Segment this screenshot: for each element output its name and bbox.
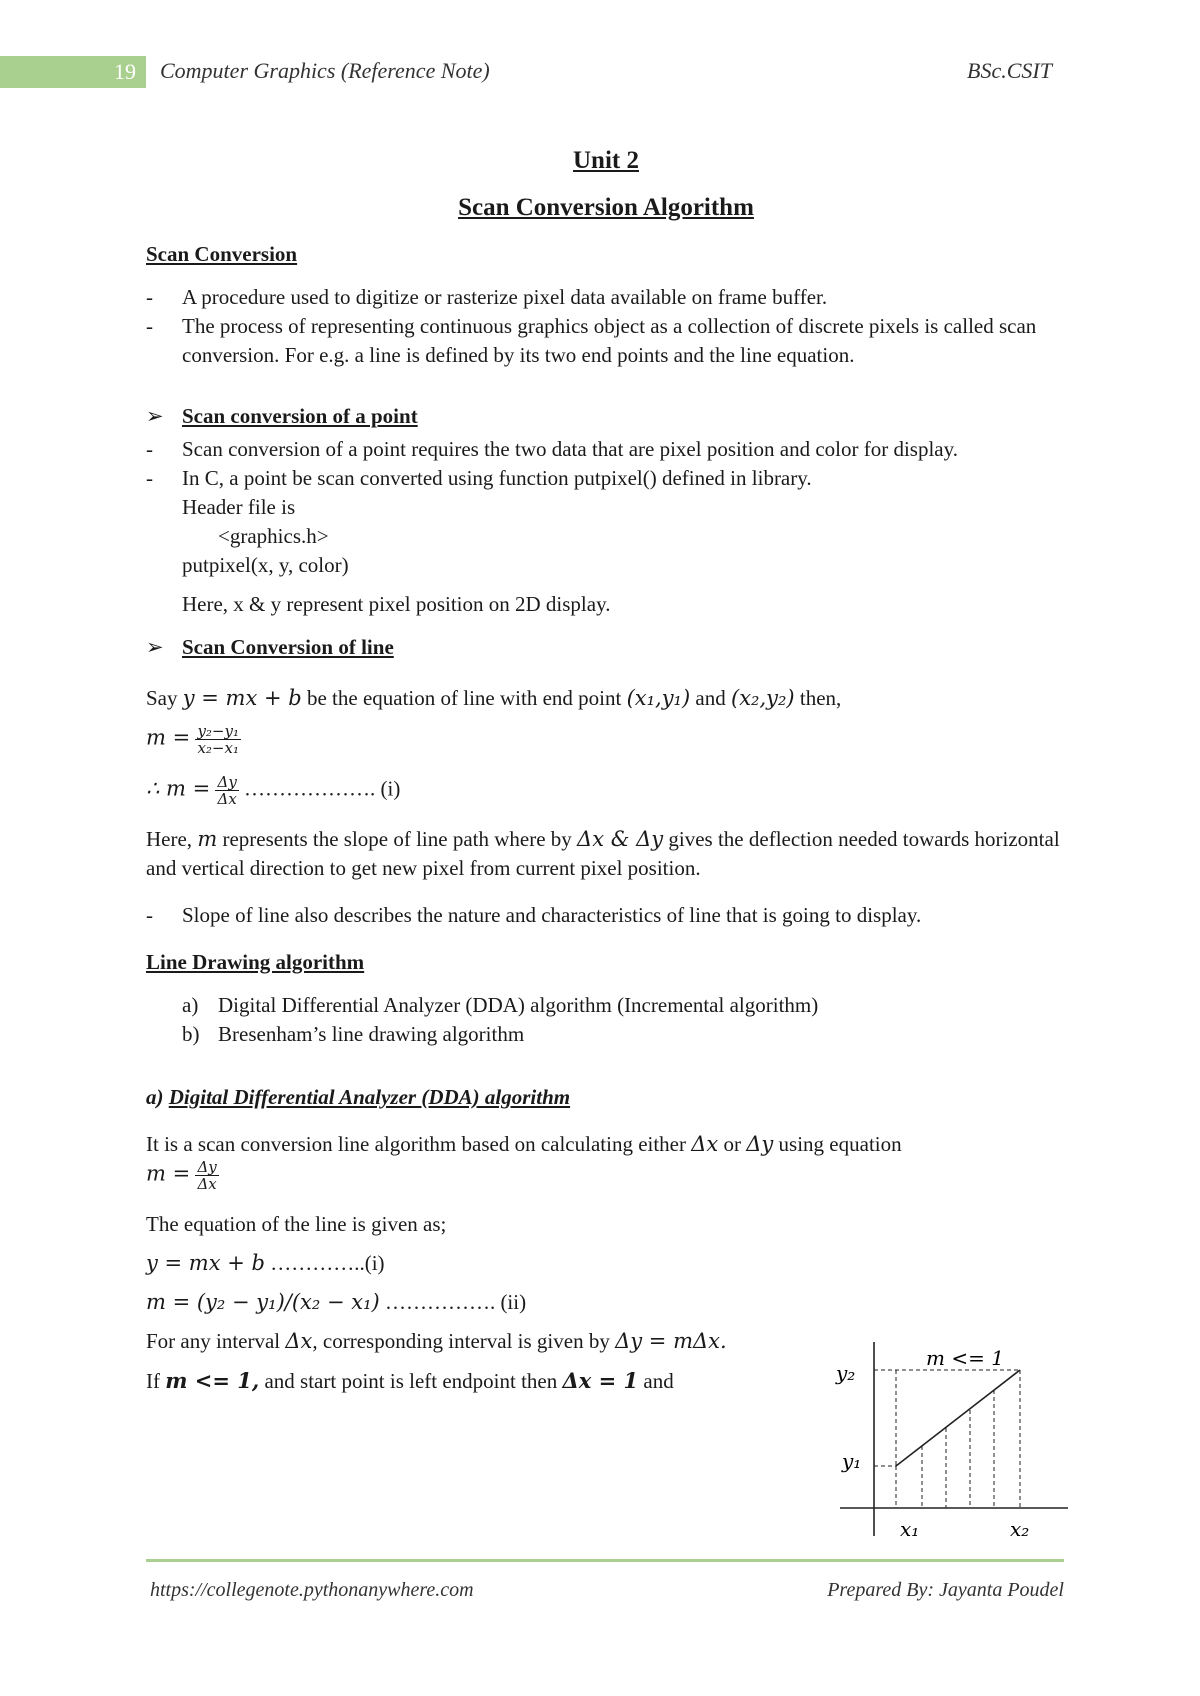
footer-author: Prepared By: Jayanta Poudel [827, 1579, 1064, 1601]
chapter-title: Scan Conversion Algorithm [458, 194, 754, 221]
scan-conversion-list [146, 283, 1066, 370]
line-heading: Scan Conversion of line [182, 635, 394, 659]
page-number-badge: 19 [0, 56, 146, 88]
footer-divider [146, 1559, 1064, 1562]
dda-equation-1: y = mx + b …………..(i) [146, 1251, 385, 1275]
dda-intro: It is a scan conversion line algorithm based on calculating either Δx or Δy using equation [146, 1132, 902, 1156]
point-note: Here, x & y represent pixel position on 2D display. [182, 592, 611, 616]
dda-interval: For any interval Δx, corresponding interval is given by Δy = mΔx. [146, 1329, 727, 1353]
header-title: Computer Graphics (Reference Note) [160, 58, 490, 83]
arrow-bullet-icon: ➢ [146, 635, 164, 659]
dda-slope-formula: m = $\frac{\Delta y}{\Delta x}$ [146, 1158, 217, 1193]
list-item: - The process of representing continuous graphics object as a collection of discrete pixels is called scan conversion. For e.g. a line is defined by its two end points and the line equation. [146, 312, 1066, 370]
dashed-guides [874, 1370, 1020, 1508]
dda-equation-2: m = (y₂ − y₁)/(x₂ − x₁) ……………. (ii) [146, 1290, 527, 1314]
page-content [146, 140, 1066, 1396]
unit-title: Unit 2 [573, 147, 639, 174]
slope-list [146, 901, 1066, 930]
list-item: - In C, a point be scan converted using function putpixel() defined in library. [146, 464, 1066, 493]
slope-formula: m = $\frac{\text{y₂−y₁}}{\text{x₂−x₁}}$ [146, 722, 239, 757]
point-heading-row [146, 402, 1066, 431]
list-item: - Slope of line also describes the nature and characteristics of line that is going to display. [146, 901, 1066, 930]
header-file-label: Header file is [182, 495, 296, 519]
dda-heading: Digital Differential Analyzer (DDA) algorithm [168, 1085, 571, 1109]
header-course: BSc.CSIT [967, 58, 1052, 83]
footer-url: https://collegenote.pythonanywhere.com [150, 1579, 474, 1601]
graph-label-x2: x₂ [1010, 1517, 1030, 1541]
slope-explanation: Here, m represents the slope of line path where by Δx & Δy gives the deflection needed towards horizontal and vertical direction to get new pixel from current pixel position. [146, 827, 1060, 880]
graph-label-y1: y₁ [842, 1449, 862, 1473]
slope-formula-delta: ∴ m = $\frac{\Delta y}{\Delta x}$ ………………. (i) [146, 773, 401, 808]
dda-heading-row: a) Digital Differential Analyzer (DDA) algorithm [146, 1085, 571, 1109]
list-item: - A procedure used to digitize or rasterize pixel data available on frame buffer. [146, 283, 1066, 312]
line-drawing-list [146, 991, 1066, 1049]
graph-label-m: m <= 1 [926, 1346, 1004, 1370]
line-heading-row [146, 633, 1066, 662]
scan-conversion-heading: Scan Conversion [146, 242, 298, 266]
list-item: - Scan conversion of a point requires the two data that are pixel position and color for display. [146, 435, 1066, 464]
dda-condition: If m <= 1, and start point is left endpoint then Δx = 1 and [146, 1368, 674, 1393]
arrow-bullet-icon: ➢ [146, 404, 164, 428]
list-item: a) Digital Differential Analyzer (DDA) algorithm (Incremental algorithm) [182, 993, 819, 1017]
putpixel-call: putpixel(x, y, color) [182, 553, 349, 577]
line-segment [896, 1370, 1020, 1466]
point-list [146, 435, 1066, 493]
line-equation-sentence: Say y = mx + b be the equation of line with end point (x₁,y₁) and (x₂,y₂) then, [146, 686, 842, 710]
graph-label-x1: x₁ [900, 1517, 920, 1541]
point-heading: Scan conversion of a point [182, 404, 418, 428]
dda-eq-given: The equation of the line is given as; [146, 1212, 447, 1236]
list-item: b) Bresenham’s line drawing algorithm [182, 1022, 525, 1046]
graph-label-y2: y₂ [836, 1361, 856, 1385]
header-file-name: <graphics.h> [218, 524, 329, 548]
line-drawing-heading: Line Drawing algorithm [146, 950, 365, 974]
slope-diagram [830, 1340, 1070, 1545]
